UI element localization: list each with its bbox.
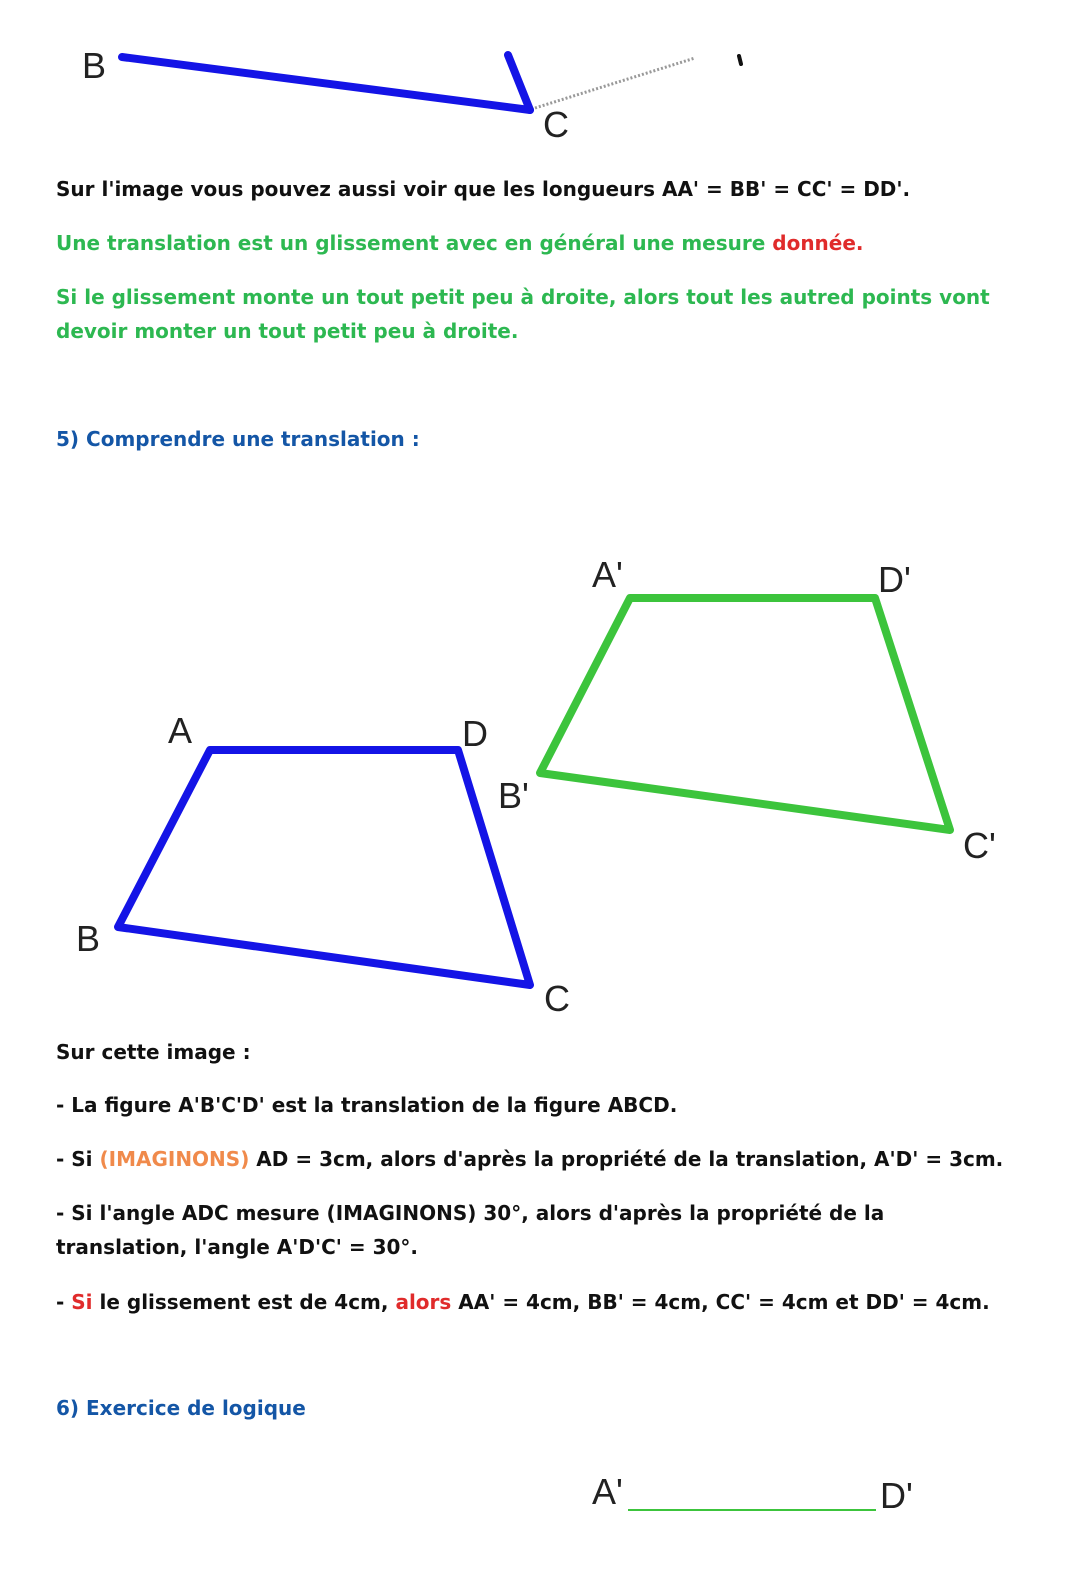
label-c: C	[544, 978, 570, 1019]
bullet2-highlight: (IMAGINONS)	[99, 1147, 250, 1171]
quadrilateral-abcd	[118, 750, 530, 985]
bullet-length-property	[56, 1142, 1020, 1176]
label-b: B	[76, 918, 101, 959]
definition-highlight: donnée.	[772, 231, 864, 255]
label-b: B	[82, 45, 107, 86]
bullet4-si: Si	[71, 1290, 93, 1314]
bullet2-prefix: - Si	[56, 1147, 100, 1171]
label-d-prime: D'	[880, 1475, 913, 1516]
bullet-slide-length	[56, 1285, 1020, 1319]
bottom-figure	[0, 1460, 1080, 1573]
bullet4-alors: alors	[395, 1290, 452, 1314]
sur-cette-image-heading: Sur cette image :	[56, 1040, 251, 1064]
paragraph-slide-explanation: Si le glissement monte un tout petit peu à droite, alors tout les autred points vont devoir monter un tout petit peu à droite.	[56, 285, 990, 343]
label-a: A	[168, 710, 193, 751]
segment-cd	[508, 55, 530, 110]
definition-text: Une translation est un glissement avec en général une mesure	[56, 231, 773, 255]
label-a-prime: A'	[592, 1471, 623, 1512]
paragraph-lengths: Sur l'image vous pouvez aussi voir que les longueurs AA' = BB' = CC' = DD'.	[56, 177, 911, 201]
label-c-prime: C'	[963, 825, 996, 866]
stray-tick	[739, 56, 741, 64]
bullet2-rest: AD = 3cm, alors d'après la propriété de la translation, A'D' = 3cm.	[249, 1147, 1004, 1171]
label-d: D	[462, 713, 488, 754]
bullet4-mid: le glissement est de 4cm,	[92, 1290, 396, 1314]
quadrilateral-a2b2c2d2	[540, 598, 950, 830]
top-figure	[0, 0, 1080, 150]
label-d-prime: D'	[878, 559, 911, 600]
translation-figure	[0, 540, 1080, 1030]
bullet4-dash: -	[56, 1290, 72, 1314]
label-b-prime: B'	[498, 775, 529, 816]
paragraph-translation-definition	[56, 226, 1020, 260]
section-6-title: 6) Exercice de logique	[56, 1396, 306, 1420]
section-5-title: 5) Comprendre une translation :	[56, 427, 420, 451]
label-a-prime: A'	[592, 554, 623, 595]
bullet-angle-property: - Si l'angle ADC mesure (IMAGINONS) 30°, alors d'après la propriété de la translation, l'angle A'D'C' = 30°.	[56, 1201, 885, 1259]
translation-dotted-line	[535, 58, 695, 108]
bullet4-rest: AA' = 4cm, BB' = 4cm, CC' = 4cm et DD' = 4cm.	[451, 1290, 990, 1314]
bullet-translation-figure: - La figure A'B'C'D' est la translation de la figure ABCD.	[56, 1093, 678, 1117]
label-c: C	[543, 104, 569, 145]
segment-bc	[122, 57, 530, 110]
